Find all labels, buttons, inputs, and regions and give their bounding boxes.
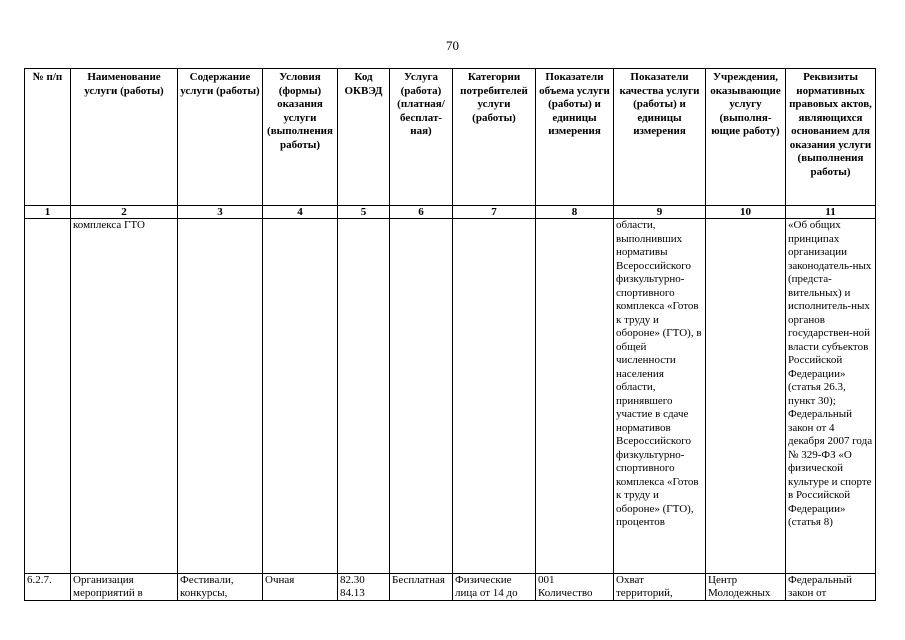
cell-name: Организация мероприятий в [71, 574, 178, 601]
header-cell-consumers: Категории потребителей услуги (работы) [453, 69, 536, 206]
column-number: 5 [338, 206, 390, 219]
cell-okved [338, 219, 390, 574]
header-row [25, 69, 876, 206]
page-number: 70 [446, 38, 459, 53]
header-cell-name: Наименование услуги (работы) [71, 69, 178, 206]
cell-legal-acts: «Об общих принципах организации законодатель-ных (предста-вительных) и исполнитель-ных органов государствен-ной власти субъектов Российской Федерации» (статья 26.3, пункт 30); Федеральный закон от 4 декабря 2007 года № 329-ФЗ «О физической культуре и спорте в Российской Федерации» (статья 8) [786, 219, 876, 574]
cell-quality: Охват территорий, [614, 574, 706, 601]
column-number: 7 [453, 206, 536, 219]
header-cell-quality: Показатели качества услуги (работы) и единицы измерения [614, 69, 706, 206]
column-number: 8 [536, 206, 614, 219]
cell-consumers [453, 219, 536, 574]
header-cell-num: № п/п [25, 69, 71, 206]
cell-volume [536, 219, 614, 574]
header-cell-volume: Показатели объема услуги (работы) и единицы измерения [536, 69, 614, 206]
cell-num: 6.2.7. [25, 574, 71, 601]
header-cell-conditions: Условия (формы) оказания услуги (выполнения работы) [263, 69, 338, 206]
cell-volume: 001 Количество [536, 574, 614, 601]
cell-consumers: Физические лица от 14 до [453, 574, 536, 601]
header-cell-content: Содержание услуги (работы) [178, 69, 263, 206]
cell-conditions: Очная [263, 574, 338, 601]
cell-okved: 82.30 84.13 [338, 574, 390, 601]
column-number-row [25, 206, 876, 219]
cell-content: Фестивали, конкурсы, [178, 574, 263, 601]
cell-institutions: Центр Молодежных [706, 574, 786, 601]
column-number: 9 [614, 206, 706, 219]
cell-paid: Бесплатная [390, 574, 453, 601]
column-number: 10 [706, 206, 786, 219]
header-cell-okved: Код ОКВЭД [338, 69, 390, 206]
services-table [24, 68, 876, 601]
cell-name: комплекса ГТО [71, 219, 178, 574]
header-cell-institutions: Учреждения, оказывающие услугу (выполня-ющие работу) [706, 69, 786, 206]
table-row [25, 219, 876, 574]
cell-paid [390, 219, 453, 574]
header-cell-paid: Услуга (работа) (платная/ бесплат-ная) [390, 69, 453, 206]
column-number: 11 [786, 206, 876, 219]
column-number: 6 [390, 206, 453, 219]
table-row [25, 574, 876, 601]
cell-institutions [706, 219, 786, 574]
column-number: 4 [263, 206, 338, 219]
cell-conditions [263, 219, 338, 574]
cell-quality: области, выполнивших нормативы Всероссийского физкультурно-спортивного комплекса «Готов к труду и обороне» (ГТО), в общей численности населения области, принявшего участие в сдаче нормативов Всероссийского физкультурно-спортивного комплекса «Готов к труду и обороне» (ГТО), процентов [614, 219, 706, 574]
cell-legal-acts: Федеральный закон от [786, 574, 876, 601]
cell-num [25, 219, 71, 574]
column-number: 1 [25, 206, 71, 219]
column-number: 2 [71, 206, 178, 219]
header-cell-legal-acts: Реквизиты нормативных правовых актов, являющихся основанием для оказания услуги (выполнения работы) [786, 69, 876, 206]
cell-content [178, 219, 263, 574]
column-number: 3 [178, 206, 263, 219]
